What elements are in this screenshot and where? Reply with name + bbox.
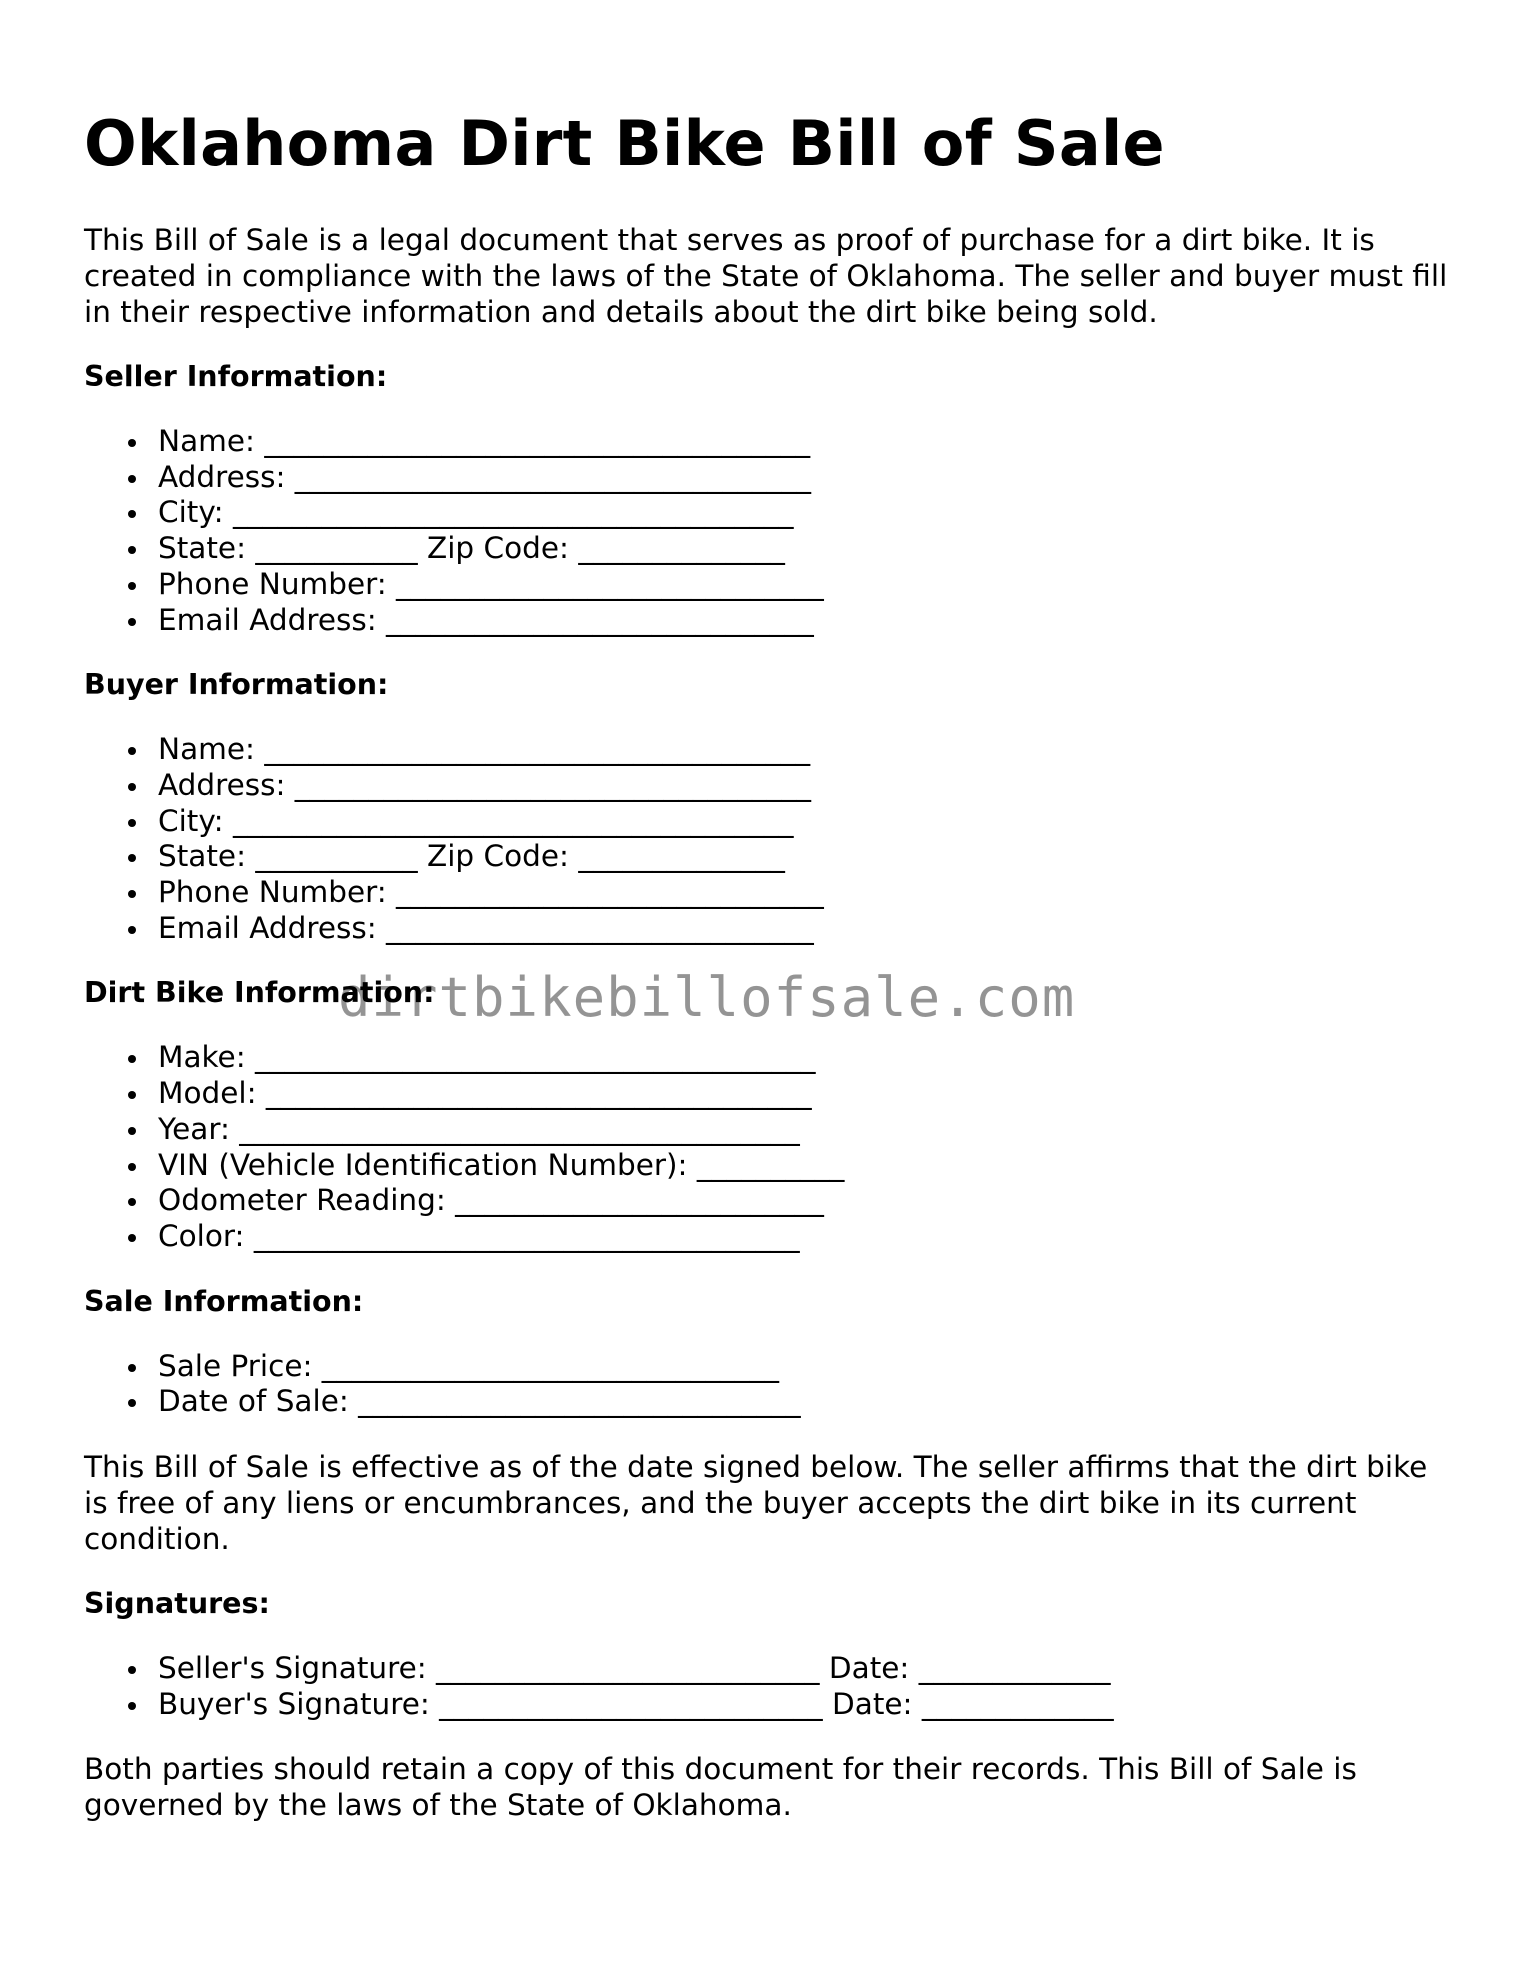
watermark-text: dirtbikebillofsale.com	[338, 966, 1076, 1029]
bike-fields-list	[84, 1040, 1454, 1254]
bill-of-sale-form	[84, 100, 1454, 1823]
effective-paragraph: This Bill of Sale is effective as of the date signed below. The seller affirms that the dirt bike is free of any liens or encumbrances, and the buyer accepts the dirt bike in its current condition.	[84, 1450, 1428, 1557]
intro-paragraph: This Bill of Sale is a legal document that serves as proof of purchase for a dirt bike. It is created in compliance with the laws of the State of Oklahoma. The seller and buyer must fill in their respective information and details about the dirt bike being sold.	[84, 223, 1448, 329]
sale-date-field[interactable]: Date of Sale: ______________________________	[84, 1384, 1454, 1420]
buyer-phone-field[interactable]: Phone Number: _____________________________	[84, 875, 1454, 911]
seller-address-field[interactable]: Address: ___________________________________	[84, 460, 1454, 496]
signatures-section-heading: Signatures:	[84, 1587, 270, 1621]
buyer-name-field[interactable]: Name: _____________________________________	[84, 732, 1454, 768]
bike-color-field[interactable]: Color: _____________________________________	[84, 1219, 1454, 1255]
buyer-city-field[interactable]: City: ______________________________________	[84, 804, 1454, 840]
seller-signature-field[interactable]: Seller's Signature: __________________________ Date: _____________	[84, 1651, 1454, 1687]
seller-city-field[interactable]: City: ______________________________________	[84, 495, 1454, 531]
bike-section-heading: Dirt Bike Information:	[84, 976, 435, 1010]
sale-price-field[interactable]: Sale Price: _______________________________	[84, 1349, 1454, 1385]
buyer-section-heading: Buyer Information:	[84, 668, 389, 702]
sale-section-heading: Sale Information:	[84, 1284, 364, 1318]
buyer-email-field[interactable]: Email Address: _____________________________	[84, 911, 1454, 947]
buyer-state-zip-field[interactable]: State: ___________ Zip Code: ______________	[84, 839, 1454, 875]
bike-model-field[interactable]: Model: _____________________________________	[84, 1076, 1454, 1112]
signatures-list	[84, 1651, 1454, 1722]
seller-state-zip-field[interactable]: State: ___________ Zip Code: ______________	[84, 531, 1454, 567]
buyer-signature-field[interactable]: Buyer's Signature: __________________________ Date: _____________	[84, 1687, 1454, 1723]
seller-name-field[interactable]: Name: _____________________________________	[84, 424, 1454, 460]
page-title: Oklahoma Dirt Bike Bill of Sale	[84, 107, 1165, 180]
buyer-fields-list	[84, 732, 1454, 946]
bike-odometer-field[interactable]: Odometer Reading: _________________________	[84, 1183, 1454, 1219]
seller-section-heading: Seller Information:	[84, 360, 388, 393]
seller-phone-field[interactable]: Phone Number: _____________________________	[84, 567, 1454, 603]
bike-vin-field[interactable]: VIN (Vehicle Identification Number): __________	[84, 1148, 1454, 1184]
closing-paragraph: Both parties should retain a copy of this document for their records. This Bill of Sale is governed by the laws of the State of Oklahoma.	[84, 1752, 1357, 1823]
sale-fields-list	[84, 1349, 1454, 1420]
bike-year-field[interactable]: Year: ______________________________________	[84, 1112, 1454, 1148]
buyer-address-field[interactable]: Address: ___________________________________	[84, 768, 1454, 804]
bike-make-field[interactable]: Make: ______________________________________	[84, 1040, 1454, 1076]
seller-email-field[interactable]: Email Address: _____________________________	[84, 603, 1454, 639]
seller-fields-list	[84, 424, 1454, 638]
